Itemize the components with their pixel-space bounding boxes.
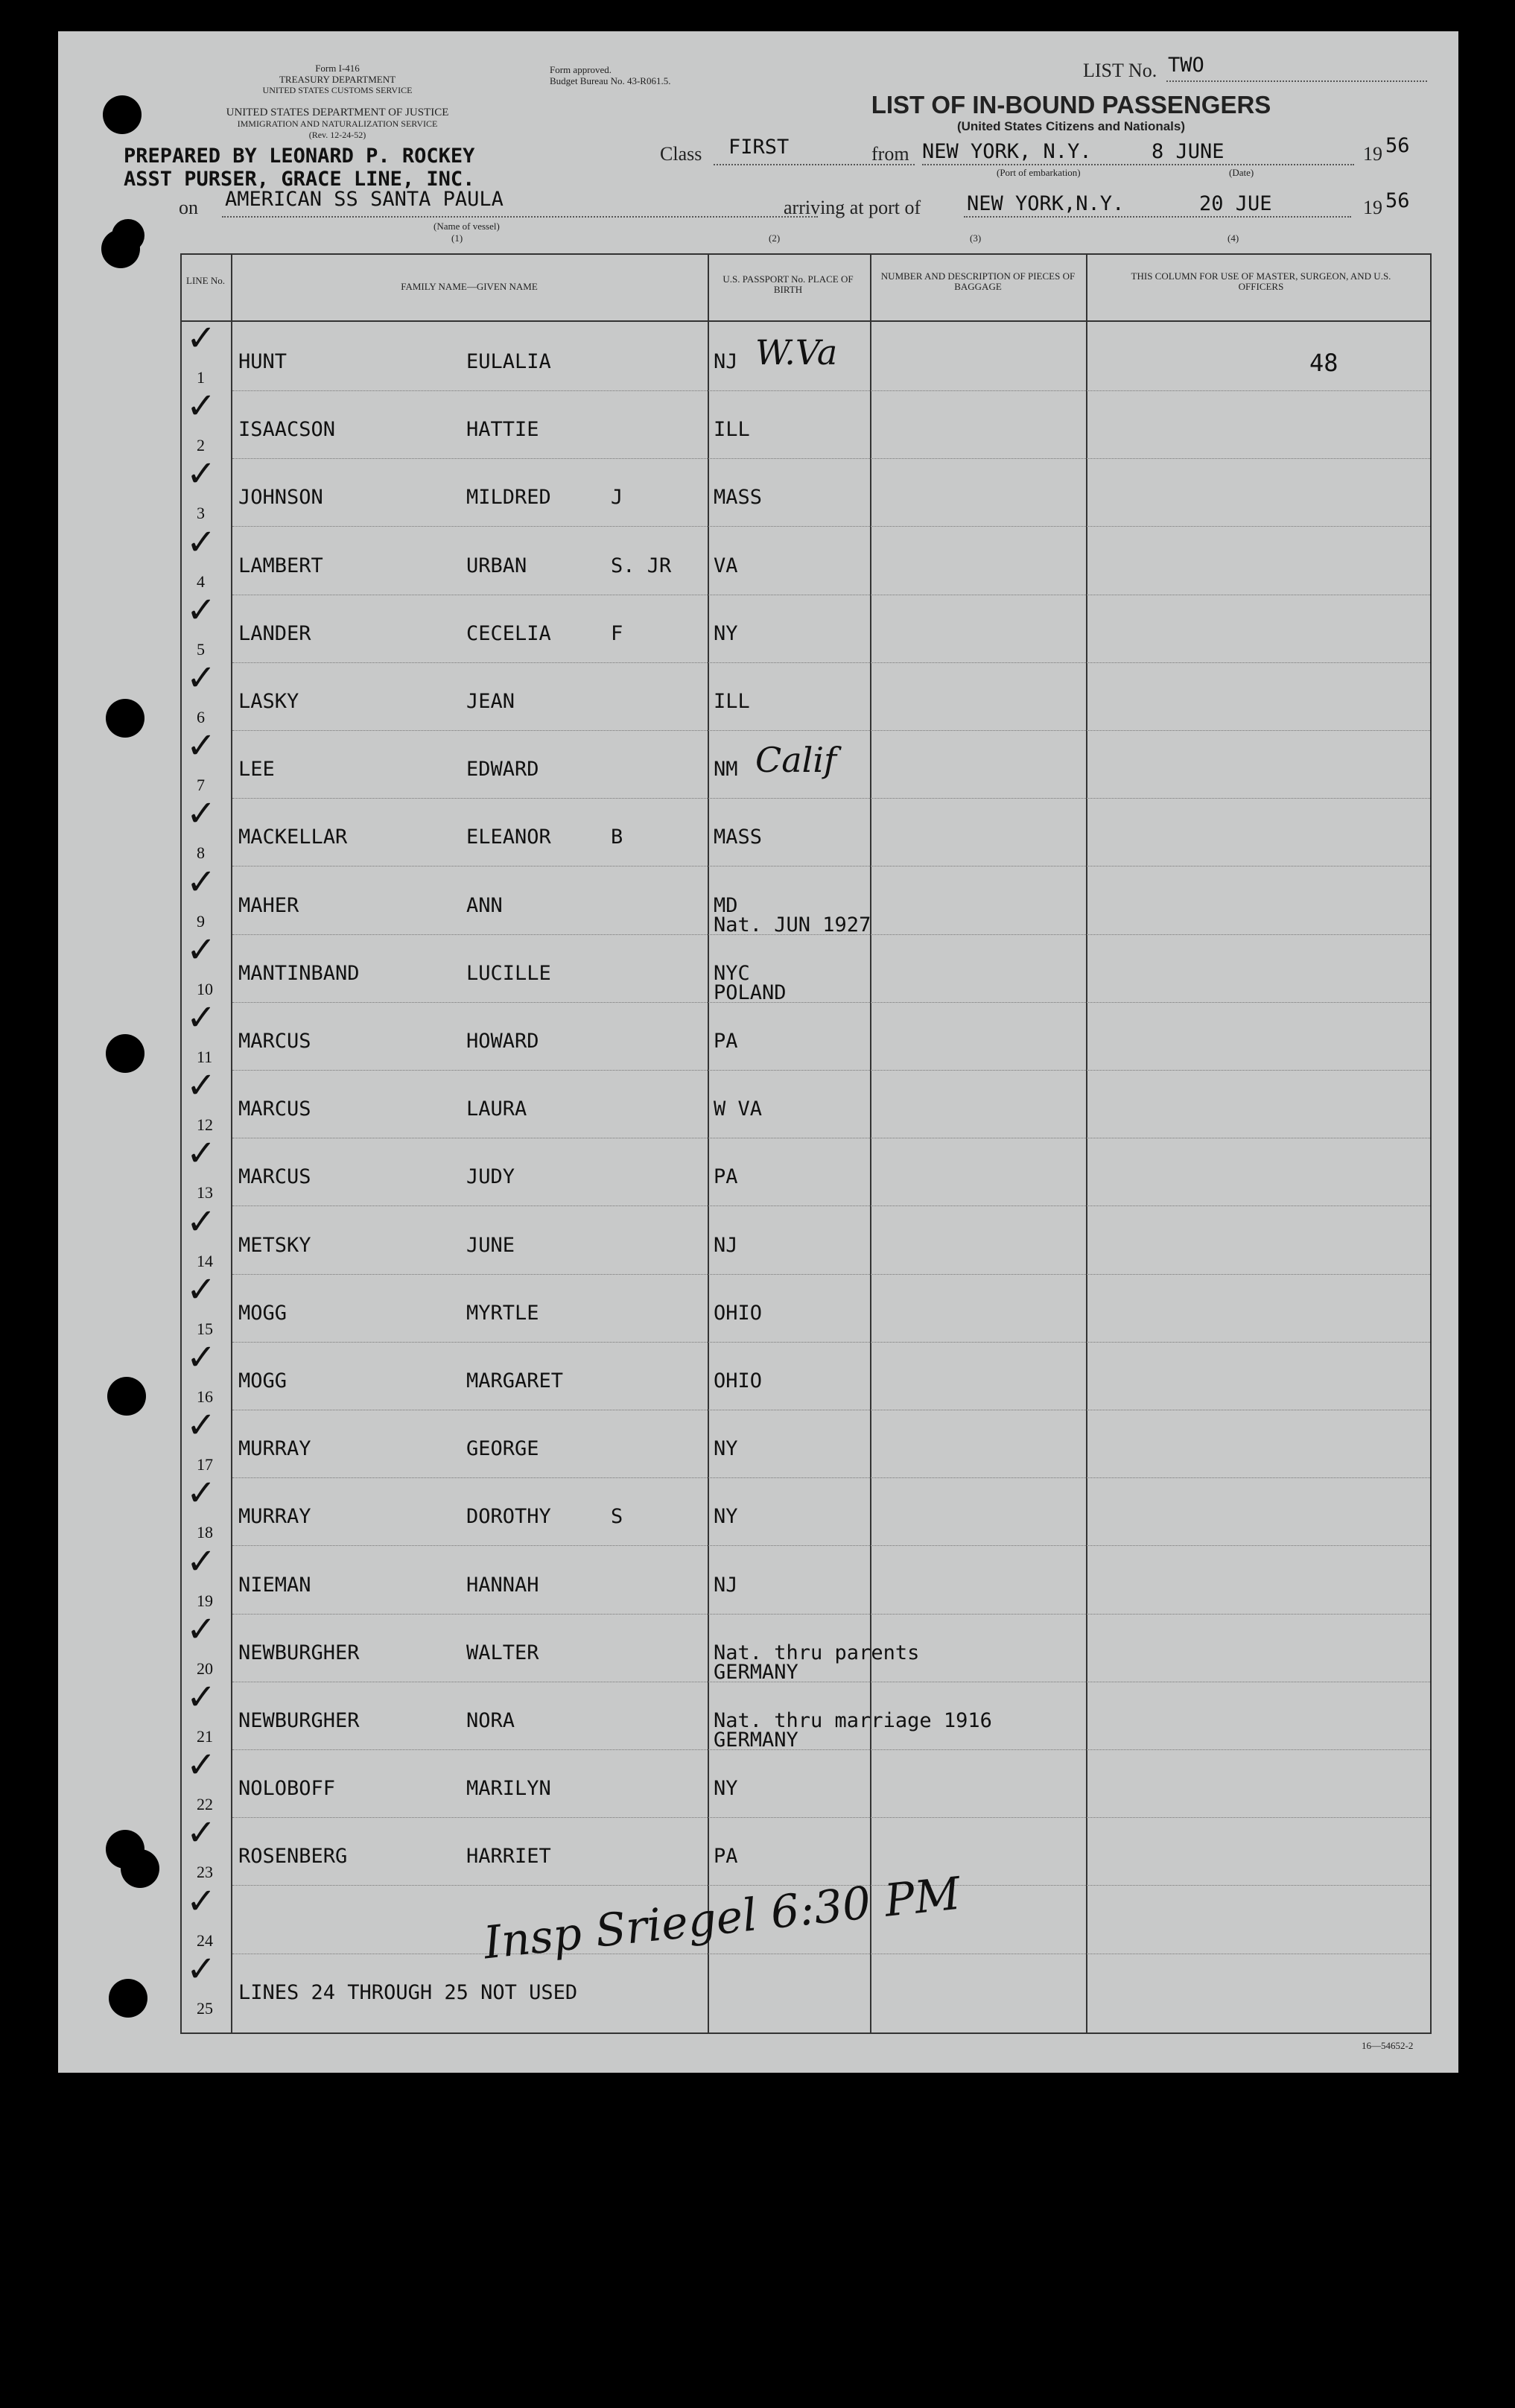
punch-hole [106, 1034, 144, 1073]
form-number: Form I-416 [315, 63, 360, 74]
place-of-birth: NY [714, 1505, 738, 1529]
line-number: 4 [197, 571, 205, 591]
given-name: HARRIET [466, 1845, 551, 1869]
family-name: HUNT [238, 350, 288, 373]
vessel-name: AMERICAN SS SANTA PAULA [225, 188, 504, 211]
check-mark: ✓ [186, 793, 217, 835]
year-value-2: 56 [1385, 189, 1410, 212]
year-prefix-2: 19 [1363, 197, 1382, 218]
from-date: 8 JUNE [1152, 140, 1225, 163]
family-name: MOGG [238, 1369, 288, 1392]
check-mark: ✓ [186, 1132, 217, 1175]
given-name: JUDY [466, 1165, 515, 1189]
place-of-birth-2: Nat. JUN 1927 [714, 913, 871, 937]
check-mark: ✓ [186, 1880, 217, 1922]
place-of-birth: MASS [714, 826, 763, 849]
family-name: NEWBURGHER [238, 1641, 360, 1664]
line-number: 25 [197, 1998, 213, 2018]
family-name: METSKY [238, 1233, 311, 1257]
place-of-birth: NY [714, 1777, 738, 1801]
check-mark: ✓ [186, 589, 217, 631]
family-name: MARCUS [238, 1097, 311, 1121]
date-caption: (Date) [1229, 167, 1254, 178]
family-name: MANTINBAND [238, 961, 360, 985]
passenger-table [180, 253, 1432, 2034]
prepared-by: PREPARED BY LEONARD P. ROCKEY [124, 145, 475, 168]
manifest-page [58, 31, 1458, 2073]
line-number: 10 [197, 979, 213, 998]
check-mark: ✓ [186, 928, 217, 971]
col-name: FAMILY NAME—GIVEN NAME [401, 281, 538, 292]
place-of-birth: VA [714, 554, 738, 577]
place-of-birth: W VA [714, 1097, 763, 1121]
middle-initial: J [611, 486, 623, 510]
family-name: LAMBERT [238, 554, 323, 577]
customs-service: UNITED STATES CUSTOMS SERVICE [262, 85, 413, 95]
place-of-birth: OHIO [714, 1369, 763, 1392]
arrival-date: 20 JUE [1199, 192, 1272, 215]
check-mark: ✓ [186, 521, 217, 563]
check-mark: ✓ [186, 1676, 217, 1718]
check-mark: ✓ [186, 1268, 217, 1311]
line-number: 21 [197, 1727, 213, 1746]
family-name: JOHNSON [238, 486, 323, 510]
place-of-birth: ILL [714, 418, 750, 442]
place-of-birth: NM [714, 758, 738, 782]
family-name: LINES 24 THROUGH 25 NOT USED [238, 1980, 578, 2004]
punch-hole [112, 219, 144, 252]
line-number: 19 [197, 1591, 213, 1610]
line-number: 13 [197, 1183, 213, 1203]
col-num-2: (2) [769, 232, 781, 244]
family-name: NIEMAN [238, 1573, 311, 1597]
place-of-birth: PA [714, 1030, 738, 1053]
line-number: 2 [197, 436, 205, 455]
family-name: ISAACSON [238, 418, 336, 442]
place-of-birth-2: POLAND [714, 980, 787, 1004]
check-mark: ✓ [186, 997, 217, 1039]
punch-hole [106, 699, 144, 738]
form-approved: Form approved. [550, 64, 612, 75]
check-mark: ✓ [186, 657, 217, 699]
given-name: MARGARET [466, 1369, 564, 1392]
class-label: Class [660, 143, 702, 165]
inspector-signature: Insp Sriegel 6:30 PM [481, 1867, 963, 1970]
line-number: 16 [197, 1387, 213, 1406]
given-name: LUCILLE [466, 961, 551, 985]
arriving-label: arriving at port of [784, 197, 921, 218]
officer-note: 48 [1309, 349, 1338, 377]
place-of-birth: PA [714, 1845, 738, 1869]
family-name: MACKELLAR [238, 826, 348, 849]
check-mark: ✓ [186, 1065, 217, 1107]
check-mark: ✓ [186, 1200, 217, 1243]
family-name: MARCUS [238, 1165, 311, 1189]
check-mark: ✓ [186, 1540, 217, 1582]
given-name: GEORGE [466, 1437, 539, 1461]
page-subtitle: (United States Citizens and Nationals) [956, 119, 1186, 133]
line-number: 1 [197, 368, 205, 387]
place-of-birth: Nat. thru marriage 1916 [714, 1709, 992, 1732]
given-name: HANNAH [466, 1573, 539, 1597]
check-mark: ✓ [186, 317, 217, 359]
revision-date: (Rev. 12-24-52) [308, 130, 366, 140]
family-name: MAHER [238, 893, 299, 917]
family-name: NOLOBOFF [238, 1777, 336, 1801]
check-mark: ✓ [186, 1812, 217, 1854]
place-of-birth: NJ [714, 1573, 738, 1597]
list-no-value: TWO [1168, 54, 1204, 77]
prepared-title: ASST PURSER, GRACE LINE, INC. [124, 168, 475, 191]
from-port: NEW YORK, N.Y. [922, 140, 1092, 163]
line-number: 23 [197, 1863, 213, 1882]
place-of-birth: NJ [714, 1233, 738, 1257]
check-mark: ✓ [186, 1472, 217, 1515]
footer-code: 16—54652-2 [1362, 2040, 1414, 2051]
line-number: 22 [197, 1795, 213, 1814]
middle-initial: S [611, 1505, 623, 1529]
line-number: 20 [197, 1658, 213, 1678]
check-mark: ✓ [186, 725, 217, 767]
middle-initial: B [611, 826, 623, 849]
check-mark: ✓ [186, 1744, 217, 1787]
given-name: EDWARD [466, 758, 539, 782]
place-of-birth: MD [714, 893, 738, 917]
family-name: MURRAY [238, 1505, 311, 1529]
given-name: NORA [466, 1709, 515, 1732]
given-name: ANN [466, 893, 503, 917]
birth-handwritten: Calif [755, 740, 837, 781]
place-of-birth: OHIO [714, 1301, 763, 1325]
place-of-birth: MASS [714, 486, 763, 510]
given-name: JUNE [466, 1233, 515, 1257]
col-officers: THIS COLUMN FOR USE OF MASTER, SURGEON, AND U.S. OFFICERS [1131, 270, 1391, 292]
col-baggage: NUMBER AND DESCRIPTION OF PIECES OF BAGGAGE [880, 270, 1076, 292]
place-of-birth: PA [714, 1165, 738, 1189]
punch-hole [107, 1377, 146, 1416]
check-mark: ✓ [186, 861, 217, 903]
check-mark: ✓ [186, 1337, 217, 1378]
given-name: EULALIA [466, 350, 551, 373]
from-label: from [871, 143, 909, 165]
place-of-birth: NY [714, 1437, 738, 1461]
col-line-no: LINE No. [186, 275, 225, 286]
punch-hole [121, 1849, 159, 1888]
place-of-birth: Nat. thru parents [714, 1641, 920, 1664]
middle-initial: S. JR [611, 554, 672, 577]
col-passport: U.S. PASSPORT No. PLACE OF BIRTH [722, 273, 854, 295]
line-number: 15 [197, 1319, 213, 1338]
place-of-birth: ILL [714, 690, 750, 713]
place-of-birth: NYC [714, 961, 750, 985]
family-name: LANDER [238, 621, 311, 645]
family-name: MURRAY [238, 1437, 311, 1461]
family-name: ROSENBERG [238, 1845, 348, 1869]
family-name: MARCUS [238, 1030, 311, 1053]
budget-bureau: Budget Bureau No. 43-R061.5. [550, 75, 671, 86]
punch-hole [109, 1979, 147, 2018]
class-value: FIRST [728, 136, 790, 159]
arrival-port: NEW YORK,N.Y. [967, 192, 1125, 215]
given-name: URBAN [466, 554, 527, 577]
line-number: 6 [197, 708, 205, 726]
line-number: 7 [197, 776, 205, 795]
line-number: 5 [197, 639, 205, 659]
check-mark: ✓ [186, 1404, 217, 1447]
given-name: JEAN [466, 690, 515, 713]
line-number: 3 [197, 504, 205, 523]
given-name: MYRTLE [466, 1301, 539, 1325]
family-name: NEWBURGHER [238, 1709, 360, 1732]
line-number: 17 [197, 1455, 213, 1474]
vessel-caption: (Name of vessel) [433, 221, 500, 232]
check-mark: ✓ [186, 385, 217, 428]
line-number: 9 [197, 911, 205, 931]
treasury-dept: TREASURY DEPARTMENT [279, 74, 396, 85]
middle-initial: F [611, 621, 623, 645]
col-num-3: (3) [970, 232, 982, 244]
year-value-1: 56 [1385, 134, 1410, 157]
year-prefix: 19 [1363, 143, 1382, 165]
line-number: 8 [197, 843, 205, 863]
on-label: on [179, 197, 198, 218]
given-name: DOROTHY [466, 1505, 551, 1529]
family-name: LEE [238, 758, 275, 782]
given-name: MILDRED [466, 486, 551, 510]
line-number: 12 [197, 1115, 213, 1135]
check-mark: ✓ [186, 453, 217, 495]
given-name: HOWARD [466, 1030, 539, 1053]
given-name: ELEANOR [466, 826, 551, 849]
given-name: MARILYN [466, 1777, 551, 1801]
line-number: 24 [197, 1930, 213, 1950]
line-number: 11 [197, 1048, 213, 1066]
place-of-birth: NY [714, 621, 738, 645]
given-name: LAURA [466, 1097, 527, 1121]
col-num-1: (1) [451, 232, 463, 244]
line-number: 14 [197, 1251, 213, 1270]
punch-hole [103, 95, 142, 134]
check-mark: ✓ [186, 1608, 217, 1650]
given-name: CECELIA [466, 621, 551, 645]
birth-handwritten: W.Va [755, 332, 838, 373]
col-num-4: (4) [1227, 232, 1239, 244]
given-name: HATTIE [466, 418, 539, 442]
page-title: LIST OF IN-BOUND PASSENGERS [871, 91, 1271, 118]
list-no-label: LIST No. [1083, 60, 1157, 81]
port-caption: (Port of embarkation) [997, 167, 1081, 178]
line-number: 18 [197, 1523, 213, 1542]
check-mark: ✓ [186, 1948, 217, 1990]
place-of-birth: NJ [714, 350, 738, 373]
place-of-birth-2: GERMANY [714, 1729, 798, 1752]
place-of-birth-2: GERMANY [714, 1660, 798, 1684]
given-name: WALTER [466, 1641, 539, 1664]
ins-service: IMMIGRATION AND NATURALIZATION SERVICE [237, 118, 438, 129]
family-name: MOGG [238, 1301, 288, 1325]
family-name: LASKY [238, 690, 299, 713]
justice-dept: UNITED STATES DEPARTMENT OF JUSTICE [226, 107, 449, 118]
